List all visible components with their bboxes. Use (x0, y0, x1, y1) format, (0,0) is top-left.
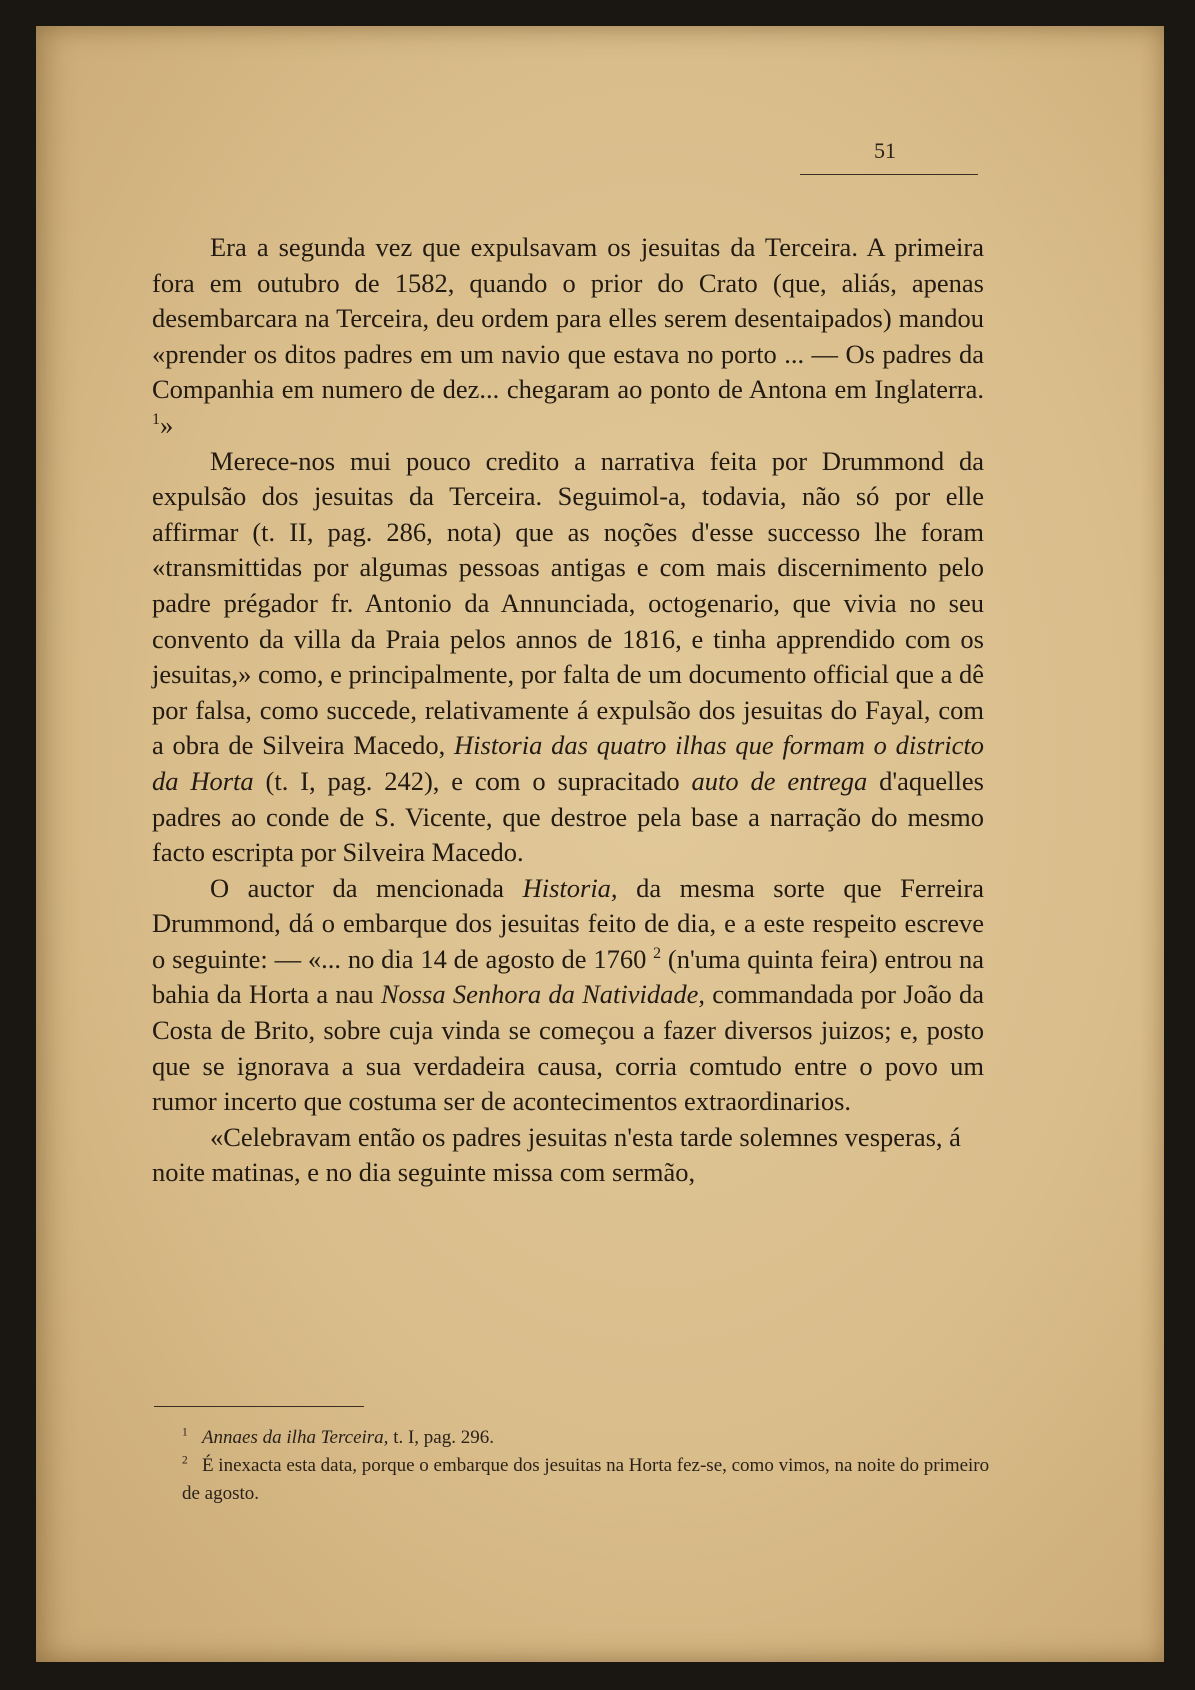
text-run: d'aquelles padres ao conde de S. Vicente, que destroe pela base a narração do mesmo facto escripta por Silveira Macedo. (152, 765, 984, 868)
paragraph (152, 444, 984, 871)
page-number: 51 (874, 138, 896, 163)
footnote (182, 1452, 992, 1508)
text-run: Era a segunda vez que expulsavam os jesuitas da Terceira. A primeira fora em outubro de 1582, quando o prior do Crato (que, aliás, apenas desembarcara na Terceira, deu ordem para elles serem desentaipados) mandou «prender os ditos padres em um navio que estava no porto ... — Os padres da Companhia em numero de dez... chegaram ao ponto de Antona em Inglaterra. (152, 232, 984, 405)
footnote-ref: 1 (152, 411, 160, 429)
footnote-rule (154, 1406, 364, 1407)
text-run: t. I, pag. 296. (388, 1427, 494, 1448)
text-run: da mesma sorte que Ferreira Drummond, dá o embarque dos jesuitas feito de dia, e a este respeito escreve o seguinte: — «... no dia 14 de agosto de 1760 (152, 872, 984, 974)
text-run: (n'uma quinta feira) entrou na bahia da Horta a nau (152, 943, 984, 1010)
footnote-ref: 2 (653, 945, 662, 963)
footnote-text (182, 1455, 989, 1504)
footnotes (182, 1424, 992, 1508)
text-run: O auctor da mencionada (210, 872, 523, 903)
text-run: É inexacta esta data, porque o embarque dos jesuitas na Horta fez-se, como vimos, na noite do primeiro de agosto. (182, 1455, 990, 1504)
italic-run: Historia das quatro ilhas que formam o districto da Horta (152, 730, 984, 796)
footnote-text (202, 1427, 494, 1448)
italic-run: Historia, (522, 872, 618, 903)
footnote (182, 1424, 992, 1452)
paragraph (152, 230, 984, 444)
paragraph (152, 871, 984, 1120)
footnote-marker: 2 (182, 1454, 188, 1467)
italic-run: auto de entrega (691, 765, 868, 796)
body-text (152, 230, 984, 1191)
text-run: commandada por João da Costa de Brito, sobre cuja vinda se começou a fazer diversos juizos; e, posto que se ignorava a sua verdadeira causa, corria comtudo entre o povo um rumor incerto que costuma ser de acontecimentos extraordinarios. (152, 979, 985, 1117)
text-run: (t. I, pag. 242), e com o supracitado (253, 765, 692, 796)
text-run: Merece-nos mui pouco credito a narrativa feita por Drummond da expulsão dos jesuitas da Terceira. Seguimol-a, todavia, não só por elle affirmar (t. II, pag. 286, nota) que as noções d'esse successo lhe foram «transmittidas por algumas pessoas antigas e com mais discernimento pelo padre prégador fr. Antonio da Annunciada, octogenario, que vivia no seu convento da villa da Praia pelos annos de 1816, e tinha apprendido com os jesuitas,» como, e principalmente, por falta de um documento official que a dê por falsa, como succede, relativamente á expulsão dos jesuitas do Fayal, com a obra de Silveira Macedo, (152, 445, 984, 761)
paragraph (152, 1120, 984, 1191)
italic-run: Annaes da ilha Terceira, (201, 1427, 389, 1448)
italic-run: Nossa Senhora da Natividade, (380, 979, 705, 1010)
text-run: » (159, 409, 174, 440)
header-rule (800, 174, 978, 175)
text-run: «Celebravam então os padres jesuitas n'esta tarde solemnes vesperas, á noite matinas, e no dia seguinte missa com sermão, (152, 1121, 961, 1188)
footnote-marker: 1 (182, 1426, 188, 1439)
book-page (36, 26, 1164, 1662)
